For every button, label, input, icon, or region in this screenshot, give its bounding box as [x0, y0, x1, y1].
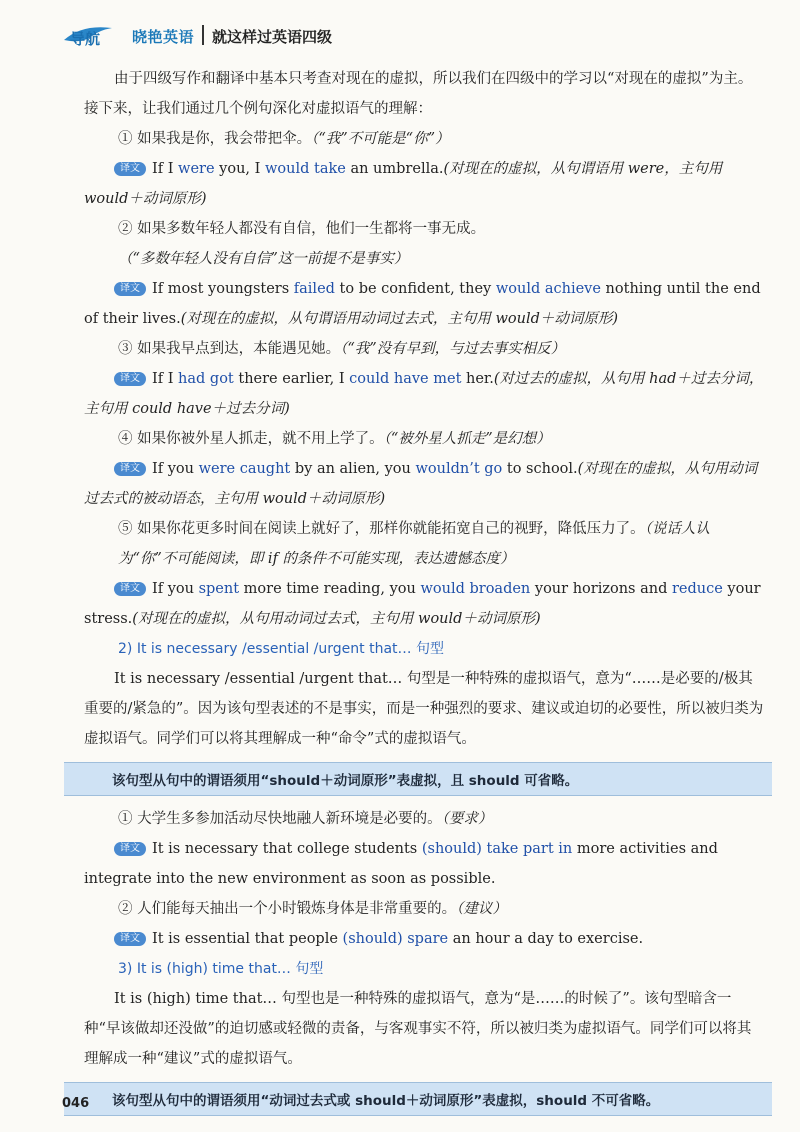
intro-paragraph: 由于四级写作和翻译中基本只考查对现在的虚拟，所以我们在四级中的学习以“对现在的虚拟”为主。接下来，让我们通过几个例句深化对虚拟语气的理解：	[84, 71, 753, 117]
example-translation	[84, 924, 764, 954]
example-chinese	[84, 514, 764, 574]
translation-text: If I	[152, 371, 179, 387]
page-number: 046	[62, 1096, 90, 1111]
translation-text: by an alien, you	[290, 461, 416, 477]
example-chinese-note: （说话人认为“你”不可能阅读，即 if 的条件不可能实现，表达遗憾态度）	[118, 521, 710, 567]
example-chinese-text: ① 大学生多参加活动尽快地融人新环境是必要的。	[118, 811, 442, 827]
translation-note: (对现在的虚拟，从句谓语用 were，主句用would＋动词原形)	[84, 161, 723, 207]
highlighted-verb: were caught	[198, 461, 291, 477]
highlighted-verb: would take	[265, 161, 346, 177]
translation-text: her.	[461, 371, 494, 387]
translation-text: more activities and integrate into the new environment as soon as possible.	[84, 841, 718, 887]
translation-note: (对现在的虚拟，从句用动词过去式，主句用 would＋动词原形)	[132, 611, 541, 627]
example-chinese-text: ② 如果多数年轻人都没有自信，他们一生都将一事无成。	[118, 221, 486, 237]
highlighted-verb: could have met	[349, 371, 462, 387]
translation-tag: 译文	[114, 282, 146, 296]
translation-text: It is necessary that college students	[152, 841, 422, 857]
translation-text: to be confident, they	[334, 281, 496, 297]
highlighted-verb: would broaden	[420, 581, 531, 597]
translation-text: It is essential that people	[152, 931, 343, 947]
translation-tag: 译文	[114, 162, 146, 176]
brand-name: 晓艳英语	[132, 28, 195, 46]
example-chinese	[84, 124, 764, 154]
example-chinese	[84, 804, 764, 834]
example-chinese-text: ④ 如果你被外星人抓走，就不用上学了。	[118, 431, 384, 447]
example-chinese	[84, 214, 764, 274]
translation-text: more time reading, you	[239, 581, 421, 597]
translation-text: nothing until the end of their lives.	[84, 281, 761, 327]
example-chinese-text: ③ 如果我早点到达，本能遇见她。	[118, 341, 341, 357]
translation-text: your horizons and	[530, 581, 672, 597]
example-chinese-note: （“被外星人抓走”是幻想）	[383, 431, 551, 447]
section3-body: It is (high) time that… 句型也是一种特殊的虚拟语气，意为“是……的时候了”。该句型暗含一种“早该做却还没做”的迫切感或轻微的责备，与客观事实不符，所以被归类为虚拟语气。同学们可以将其理解成一种“建议”式的虚拟语气。	[84, 991, 752, 1067]
section2-example-list	[84, 804, 764, 954]
example-translation	[84, 454, 764, 514]
page-body	[84, 64, 764, 1124]
highlighted-verb: (should) take part in	[421, 841, 573, 857]
example-list	[84, 124, 764, 634]
translation-text: your stress.	[84, 581, 761, 627]
section3-heading: 3) It is (high) time that… 句型	[118, 961, 324, 977]
highlighted-verb: (should) spare	[342, 931, 449, 947]
translation-text: you, I	[214, 161, 265, 177]
example-translation	[84, 154, 764, 214]
section2-body: It is necessary /essential /urgent that… 句型是一种特殊的虚拟语气，意为“……是必要的/极其重要的/紧急的”。因为该句型表述的不是事实，而是一种强烈的要求、建议或迫切的必要性，所以被归类为虚拟语气。同学们可以将其理解成一种“命令”式的虚拟语气。	[84, 671, 764, 747]
highlighted-verb: had got	[178, 371, 234, 387]
translation-tag: 译文	[114, 932, 146, 946]
translation-text: there earlier, I	[233, 371, 350, 387]
example-chinese-note: （要求）	[441, 811, 493, 827]
logo-icon	[62, 20, 124, 50]
translation-tag: 译文	[114, 582, 146, 596]
section2-heading: 2) It is necessary /essential /urgent that… 句型	[118, 641, 444, 657]
translation-text: If I	[152, 161, 179, 177]
example-chinese	[84, 334, 764, 364]
section2-rule-box: 该句型从句中的谓语须用“should＋动词原形”表虚拟，且 should 可省略。	[64, 762, 772, 796]
section3-rule-box: 该句型从句中的谓语须用“动词过去式或 should＋动词原形”表虚拟，should 不可省略。	[64, 1082, 772, 1116]
highlighted-verb: failed	[293, 281, 335, 297]
header-divider	[202, 25, 204, 45]
example-translation	[84, 574, 764, 634]
example-chinese-note: （“多数年轻人没有自信”这一前提不是事实）	[118, 251, 409, 267]
example-chinese-note: （“我”没有早到，与过去事实相反）	[340, 341, 566, 357]
highlighted-verb: reduce	[671, 581, 723, 597]
example-chinese-text: ⑤ 如果你花更多时间在阅读上就好了，那样你就能拓宽自己的视野，降低压力了。	[118, 521, 645, 537]
highlighted-verb: wouldn’t go	[415, 461, 503, 477]
example-translation	[84, 364, 764, 424]
example-translation	[84, 834, 764, 894]
translation-text: an umbrella.	[345, 161, 444, 177]
example-chinese-text: ② 人们能每天抽出一个小时锻炼身体是非常重要的。	[118, 901, 457, 917]
translation-tag: 译文	[114, 842, 146, 856]
highlighted-verb: would achieve	[495, 281, 601, 297]
translation-text: If most youngsters	[152, 281, 294, 297]
translation-note: (对现在的虚拟，从句谓语用动词过去式，主句用 would＋动词原形)	[180, 311, 619, 327]
translation-note: (对现在的虚拟，从句用动词过去式的被动语态，主句用 would＋动词原形)	[84, 461, 758, 507]
example-chinese-note: （建议）	[456, 901, 507, 917]
example-chinese-text: ① 如果我是你，我会带把伞。	[118, 131, 312, 147]
highlighted-verb: were	[178, 161, 215, 177]
translation-text: to school.	[502, 461, 578, 477]
translation-text: If you	[152, 461, 199, 477]
svg-text:导航: 导航	[70, 30, 101, 48]
translation-tag: 译文	[114, 462, 146, 476]
translation-tag: 译文	[114, 372, 146, 386]
translation-text: an hour a day to exercise.	[448, 931, 644, 947]
example-chinese-note: （“我”不可能是“你”）	[311, 131, 450, 147]
example-chinese	[84, 424, 764, 454]
example-translation	[84, 274, 764, 334]
translation-note: (对过去的虚拟，从句用 had＋过去分词，主句用 could have＋过去分词)	[84, 371, 764, 417]
translation-text: If you	[152, 581, 199, 597]
example-chinese	[84, 894, 764, 924]
page-header	[62, 20, 762, 54]
book-subtitle: 就这样过英语四级	[212, 28, 333, 46]
highlighted-verb: spent	[198, 581, 240, 597]
